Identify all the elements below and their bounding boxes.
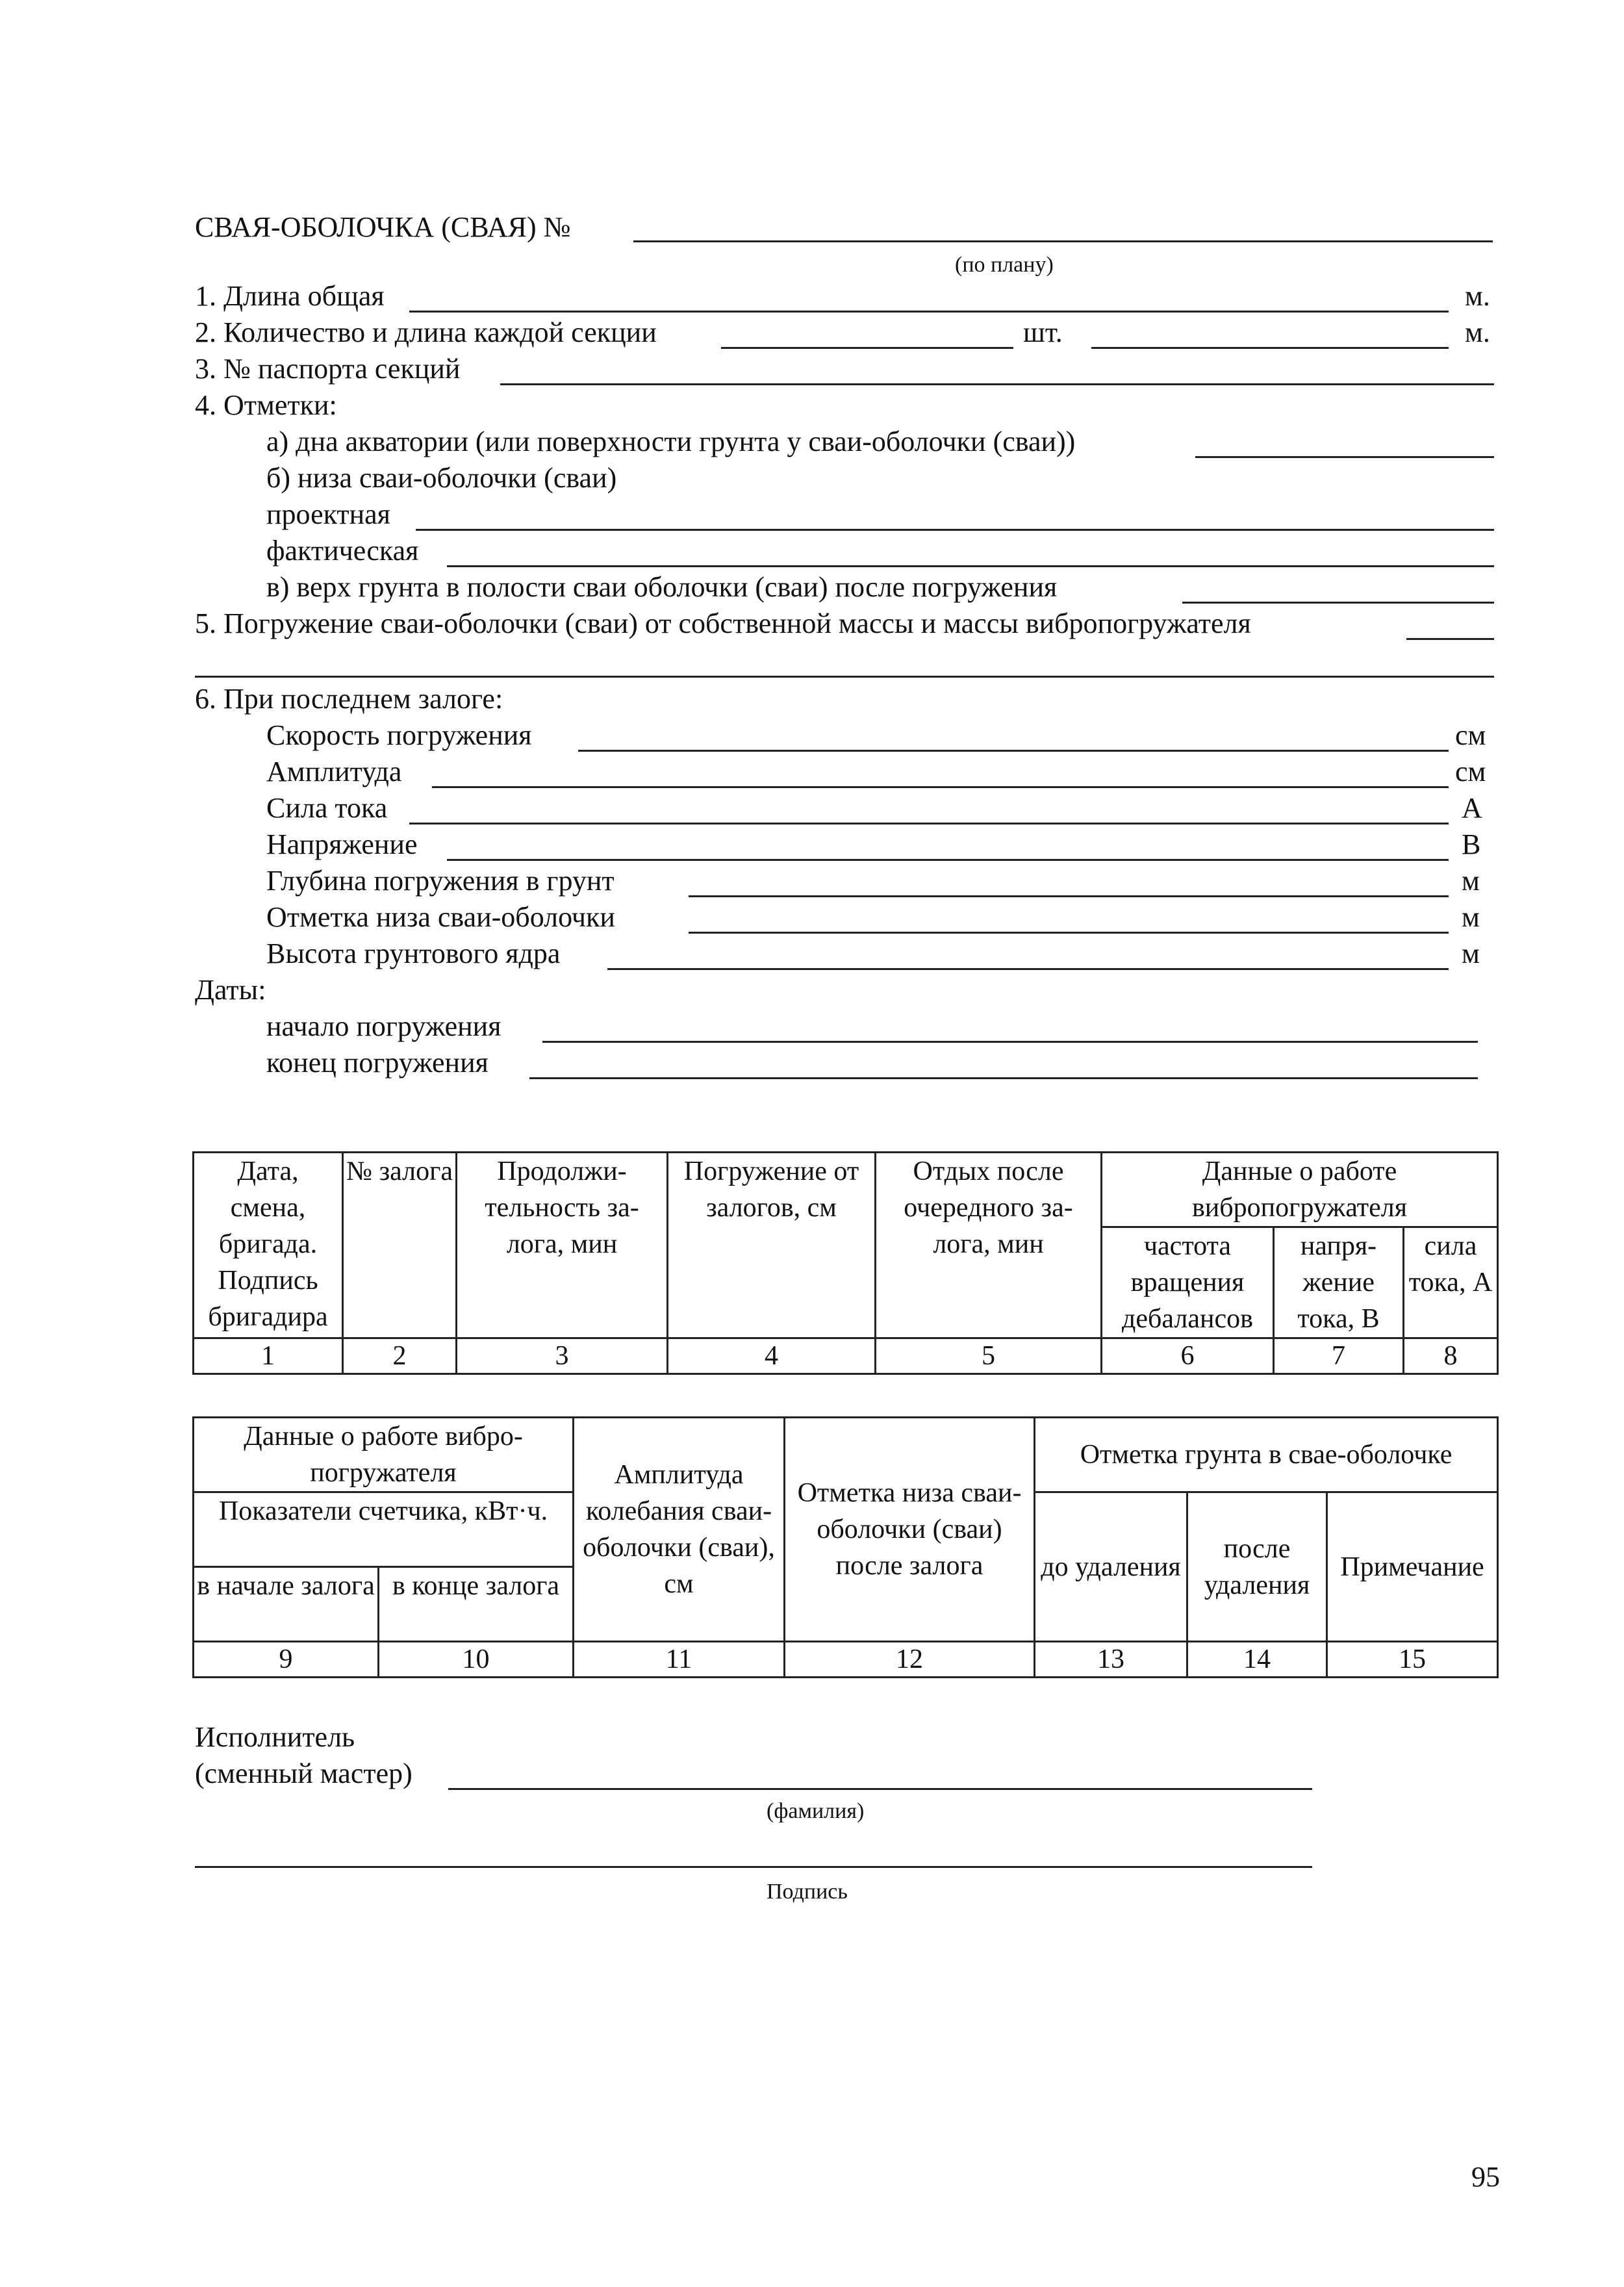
surname-field[interactable]	[448, 1788, 1312, 1790]
depth-field[interactable]	[689, 895, 1449, 897]
mark-a-label: а) дна акватории (или поверхности грунта у сваи-оболочки (сваи))	[266, 426, 1076, 457]
speed-field[interactable]	[578, 750, 1449, 752]
end-field[interactable]	[529, 1077, 1478, 1079]
mark-c-label: в) верх грунта в полости сваи оболочки (сваи) после погружения	[266, 571, 1058, 603]
pile-number-field[interactable]	[633, 240, 1493, 242]
executor-label: Исполнитель	[195, 1721, 355, 1753]
col-number: 11	[574, 1642, 785, 1678]
signature-field[interactable]	[195, 1866, 1312, 1868]
mark-design-label: проектная	[266, 498, 390, 530]
voltage-unit: В	[1462, 828, 1481, 860]
dates-label: Даты:	[195, 974, 266, 1006]
mark-b-label: б) низа сваи-оболочки (сваи)	[266, 462, 617, 494]
item5-field[interactable]	[1406, 638, 1494, 640]
col-number: 5	[876, 1338, 1102, 1374]
col-number: 10	[379, 1642, 574, 1678]
sections-unit-pcs: шт.	[1023, 316, 1063, 348]
col-number: 3	[457, 1338, 668, 1374]
header-before-removal: до удаления	[1035, 1492, 1187, 1642]
sections-length-field[interactable]	[1091, 347, 1449, 349]
item5-field-continued[interactable]	[195, 676, 1494, 678]
col-number: 8	[1404, 1338, 1498, 1374]
bottom-field[interactable]	[689, 932, 1449, 934]
mark-c-field[interactable]	[1182, 602, 1494, 604]
item6-label: 6. При последнем залоге:	[195, 683, 503, 715]
header-current: сила тока, А	[1404, 1227, 1498, 1338]
header-start-reading: в начале залога	[194, 1567, 379, 1642]
amplitude-field[interactable]	[432, 786, 1449, 788]
col-number: 2	[343, 1338, 457, 1374]
header-frequency: частота вращения дебалансов	[1102, 1227, 1274, 1338]
form-title: СВАЯ-ОБОЛОЧКА (СВАЯ) №	[195, 211, 571, 243]
current-label: Сила тока	[266, 792, 388, 824]
current-field[interactable]	[409, 823, 1449, 824]
header-ground-mark-group: Отметка грунта в свае-оболочке	[1035, 1418, 1498, 1492]
header-cycle-number: № залога	[343, 1153, 457, 1338]
col-number: 13	[1035, 1642, 1187, 1678]
speed-label: Скорость погружения	[266, 719, 532, 751]
bottom-unit: м	[1462, 901, 1480, 933]
header-date-shift: Дата, смена, бригада. Подпись бригадира	[194, 1153, 343, 1338]
start-label: начало погружения	[266, 1010, 501, 1042]
header-meter-readings: Показатели счетчика, кВт·ч.	[194, 1492, 574, 1567]
length-unit: м.	[1465, 280, 1490, 312]
core-field[interactable]	[607, 968, 1449, 970]
header-penetration: Погружение от залогов, см	[668, 1153, 876, 1338]
header-amplitude: Амплитуда колебания сваи-оболочки (сваи), см	[574, 1418, 785, 1642]
voltage-field[interactable]	[447, 859, 1449, 861]
plan-note: (по плану)	[955, 253, 1054, 277]
col-number: 7	[1274, 1338, 1404, 1374]
sections-label: 2. Количество и длина каждой секции	[195, 316, 657, 348]
length-field[interactable]	[409, 311, 1449, 313]
speed-unit: см	[1455, 719, 1486, 751]
amplitude-label: Амплитуда	[266, 756, 402, 787]
header-pile-bottom-mark: Отметка низа сваи-оболочки (сваи) после залога	[785, 1418, 1035, 1642]
col-number: 9	[194, 1642, 379, 1678]
start-field[interactable]	[542, 1041, 1478, 1043]
header-voltage: напря-жение тока, В	[1274, 1227, 1404, 1338]
length-label: 1. Длина общая	[195, 280, 385, 312]
header-vibrator-data: Данные о работе вибро-погружателя	[194, 1418, 574, 1492]
mark-design-field[interactable]	[416, 529, 1494, 531]
header-vibrator-group: Данные о работе вибропогружателя	[1102, 1153, 1498, 1227]
header-after-removal: после удаления	[1187, 1492, 1327, 1642]
sections-count-field[interactable]	[721, 347, 1013, 349]
current-unit: А	[1462, 792, 1482, 824]
core-label: Высота грунтового ядра	[266, 938, 561, 969]
marks-label: 4. Отметки:	[195, 389, 337, 421]
shift-master-label: (сменный мастер)	[195, 1757, 412, 1789]
sections-unit-m: м.	[1465, 316, 1490, 348]
col-number: 6	[1102, 1338, 1274, 1374]
signature-note: Подпись	[767, 1880, 848, 1904]
mark-a-field[interactable]	[1195, 456, 1494, 458]
passport-field[interactable]	[500, 383, 1494, 385]
ground-mark-table	[192, 1416, 1499, 1678]
header-note: Примечание	[1327, 1492, 1498, 1642]
page-number: 95	[1471, 2161, 1500, 2193]
mark-actual-field[interactable]	[447, 565, 1494, 567]
depth-unit: м	[1462, 865, 1480, 897]
surname-note: (фамилия)	[767, 1799, 865, 1823]
mark-actual-label: фактическая	[266, 535, 419, 567]
passport-label: 3. № паспорта секций	[195, 353, 461, 385]
col-number: 4	[668, 1338, 876, 1374]
item5-label: 5. Погружение сваи-оболочки (сваи) от собственной массы и массы вибропогружателя	[195, 607, 1251, 639]
col-number: 1	[194, 1338, 343, 1374]
header-rest: Отдых после очередного за-лога, мин	[876, 1153, 1102, 1338]
voltage-label: Напряжение	[266, 828, 418, 860]
col-number: 15	[1327, 1642, 1498, 1678]
col-number: 12	[785, 1642, 1035, 1678]
col-number: 14	[1187, 1642, 1327, 1678]
driving-log-table	[192, 1151, 1499, 1375]
header-cycle-duration: Продолжи-тельность за-лога, мин	[457, 1153, 668, 1338]
end-label: конец погружения	[266, 1047, 488, 1079]
core-unit: м	[1462, 938, 1480, 969]
bottom-label: Отметка низа сваи-оболочки	[266, 901, 615, 933]
header-end-reading: в конце залога	[379, 1567, 574, 1642]
depth-label: Глубина погружения в грунт	[266, 865, 615, 897]
amplitude-unit: см	[1455, 756, 1486, 787]
